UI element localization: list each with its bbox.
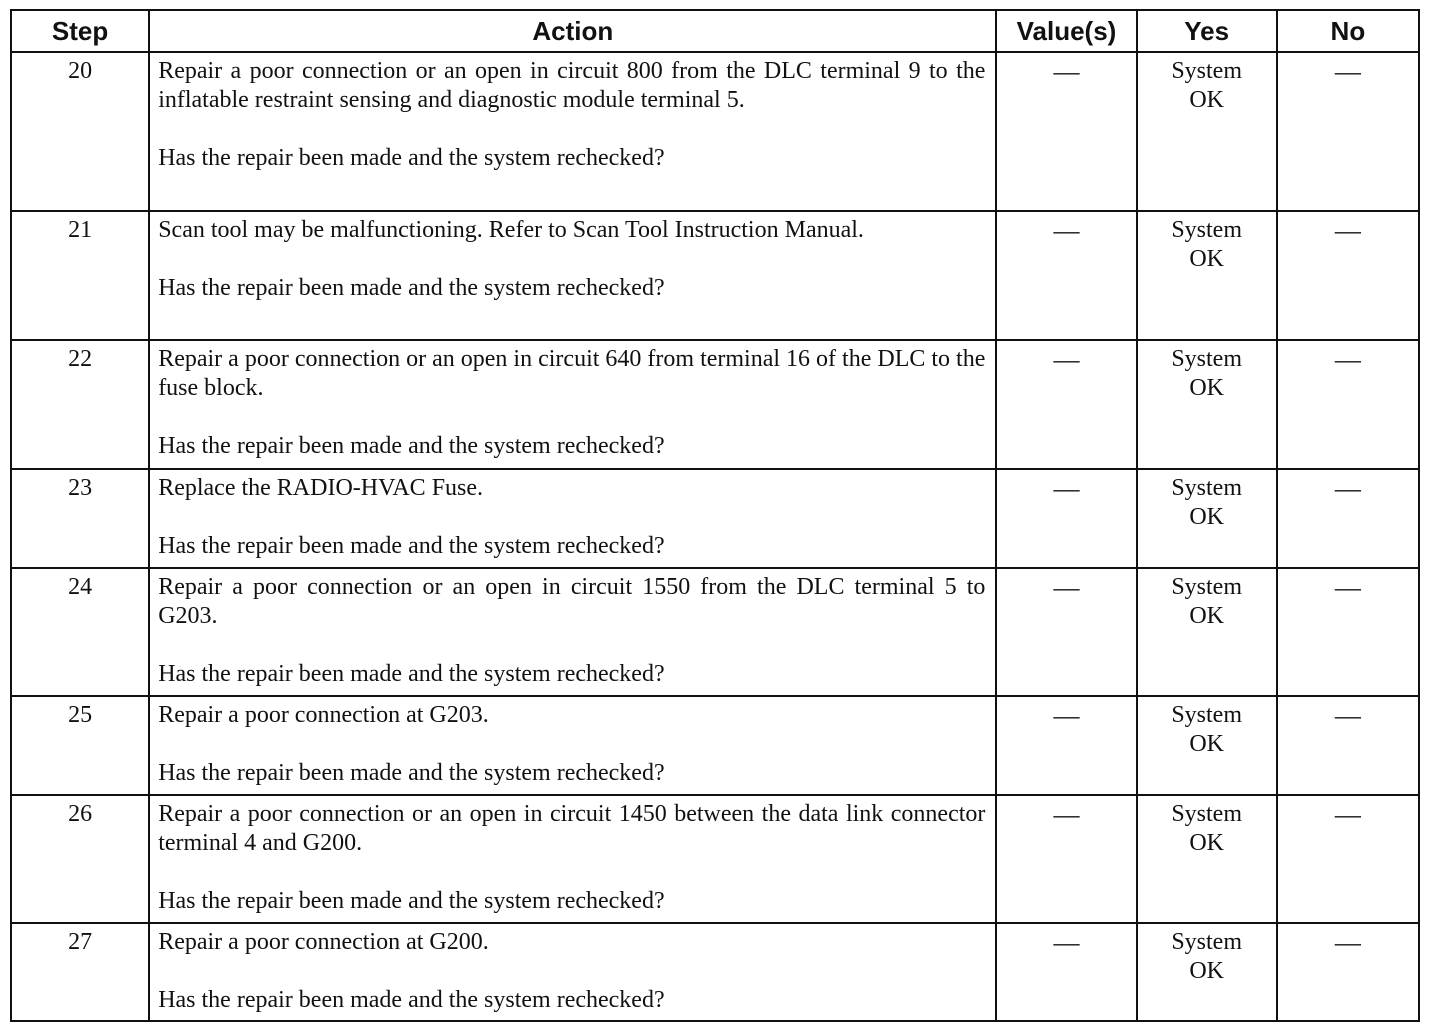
value-dash: —	[1053, 216, 1080, 245]
no-cell	[1277, 52, 1419, 211]
yes-cell	[1137, 568, 1277, 696]
header-yes: Yes	[1137, 10, 1277, 52]
yes-cell	[1137, 696, 1277, 795]
header-values: Value(s)	[996, 10, 1136, 52]
action-question: Has the repair been made and the system rechecked?	[158, 987, 665, 1013]
yes-line-1: System	[1171, 702, 1243, 728]
value-cell	[996, 340, 1136, 469]
value-dash: —	[1053, 474, 1080, 503]
value-cell	[996, 469, 1136, 568]
header-step: Step	[11, 10, 149, 52]
value-cell	[996, 795, 1136, 923]
no-dash: —	[1334, 474, 1361, 503]
value-dash: —	[1053, 928, 1080, 957]
yes-cell	[1137, 340, 1277, 469]
value-dash: —	[1053, 345, 1080, 374]
value-cell	[996, 923, 1136, 1021]
no-cell	[1277, 923, 1419, 1021]
header-no: No	[1277, 10, 1419, 52]
action-question: Has the repair been made and the system rechecked?	[158, 760, 665, 786]
action-cell	[149, 340, 996, 469]
action-question: Has the repair been made and the system rechecked?	[158, 661, 665, 687]
action-text: Replace the RADIO-HVAC Fuse.	[158, 475, 484, 501]
value-cell	[996, 52, 1136, 211]
no-cell	[1277, 340, 1419, 469]
step-number: 27	[11, 923, 149, 1021]
step-number: 21	[11, 211, 149, 340]
action-question: Has the repair been made and the system rechecked?	[158, 145, 665, 171]
yes-line-2: OK	[1189, 246, 1224, 272]
yes-line-2: OK	[1189, 603, 1224, 629]
yes-line-1: System	[1171, 217, 1243, 243]
table-row	[11, 696, 1419, 795]
yes-cell	[1137, 211, 1277, 340]
table-row	[11, 568, 1419, 696]
step-number: 26	[11, 795, 149, 923]
table-row	[11, 795, 1419, 923]
action-cell	[149, 52, 996, 211]
action-cell	[149, 795, 996, 923]
value-cell	[996, 568, 1136, 696]
table-row	[11, 340, 1419, 469]
value-dash: —	[1053, 800, 1080, 829]
no-dash: —	[1334, 57, 1361, 86]
value-dash: —	[1053, 573, 1080, 602]
value-dash: —	[1053, 701, 1080, 730]
yes-line-1: System	[1171, 475, 1243, 501]
no-cell	[1277, 696, 1419, 795]
table-row	[11, 211, 1419, 340]
no-dash: —	[1334, 216, 1361, 245]
no-cell	[1277, 568, 1419, 696]
yes-cell	[1137, 52, 1277, 211]
yes-cell	[1137, 469, 1277, 568]
header-row	[11, 10, 1419, 52]
yes-line-1: System	[1171, 929, 1243, 955]
no-dash: —	[1334, 928, 1361, 957]
action-text: Scan tool may be malfunctioning. Refer to Scan Tool Instruction Manual.	[158, 217, 864, 243]
no-dash: —	[1334, 573, 1361, 602]
step-number: 23	[11, 469, 149, 568]
diagnostic-table	[10, 9, 1420, 1022]
action-cell	[149, 469, 996, 568]
value-dash: —	[1053, 57, 1080, 86]
action-question: Has the repair been made and the system rechecked?	[158, 275, 665, 301]
table-row	[11, 923, 1419, 1021]
no-dash: —	[1334, 701, 1361, 730]
yes-line-2: OK	[1189, 958, 1224, 984]
value-cell	[996, 696, 1136, 795]
action-question: Has the repair been made and the system rechecked?	[158, 433, 665, 459]
step-number: 25	[11, 696, 149, 795]
action-question: Has the repair been made and the system rechecked?	[158, 533, 665, 559]
no-dash: —	[1334, 345, 1361, 374]
table-row	[11, 469, 1419, 568]
yes-line-2: OK	[1189, 87, 1224, 113]
action-question: Has the repair been made and the system rechecked?	[158, 888, 665, 914]
value-cell	[996, 211, 1136, 340]
yes-line-1: System	[1171, 801, 1243, 827]
action-text: Repair a poor connection at G200.	[158, 929, 489, 955]
yes-line-2: OK	[1189, 830, 1224, 856]
step-number: 22	[11, 340, 149, 469]
action-text: Repair a poor connection or an open in circuit 640 from terminal 16 of the DLC to the fuse block.	[158, 346, 986, 401]
yes-line-1: System	[1171, 346, 1243, 372]
action-cell	[149, 211, 996, 340]
action-text: Repair a poor connection at G203.	[158, 702, 489, 728]
yes-line-2: OK	[1189, 731, 1224, 757]
yes-line-1: System	[1171, 58, 1243, 84]
table-row	[11, 52, 1419, 211]
yes-cell	[1137, 795, 1277, 923]
action-cell	[149, 696, 996, 795]
no-dash: —	[1334, 800, 1361, 829]
no-cell	[1277, 211, 1419, 340]
header-action: Action	[149, 10, 996, 52]
action-text: Repair a poor connection or an open in circuit 1450 between the data link connector terminal 4 and G200.	[158, 801, 986, 856]
no-cell	[1277, 469, 1419, 568]
yes-line-2: OK	[1189, 375, 1224, 401]
yes-cell	[1137, 923, 1277, 1021]
action-cell	[149, 568, 996, 696]
step-number: 24	[11, 568, 149, 696]
no-cell	[1277, 795, 1419, 923]
yes-line-1: System	[1171, 574, 1243, 600]
step-number: 20	[11, 52, 149, 211]
yes-line-2: OK	[1189, 504, 1224, 530]
action-cell	[149, 923, 996, 1021]
action-text: Repair a poor connection or an open in circuit 800 from the DLC terminal 9 to the inflatable restraint sensing and diagnostic module terminal 5.	[158, 58, 986, 113]
action-text: Repair a poor connection or an open in circuit 1550 from the DLC terminal 5 to G203.	[158, 574, 986, 629]
